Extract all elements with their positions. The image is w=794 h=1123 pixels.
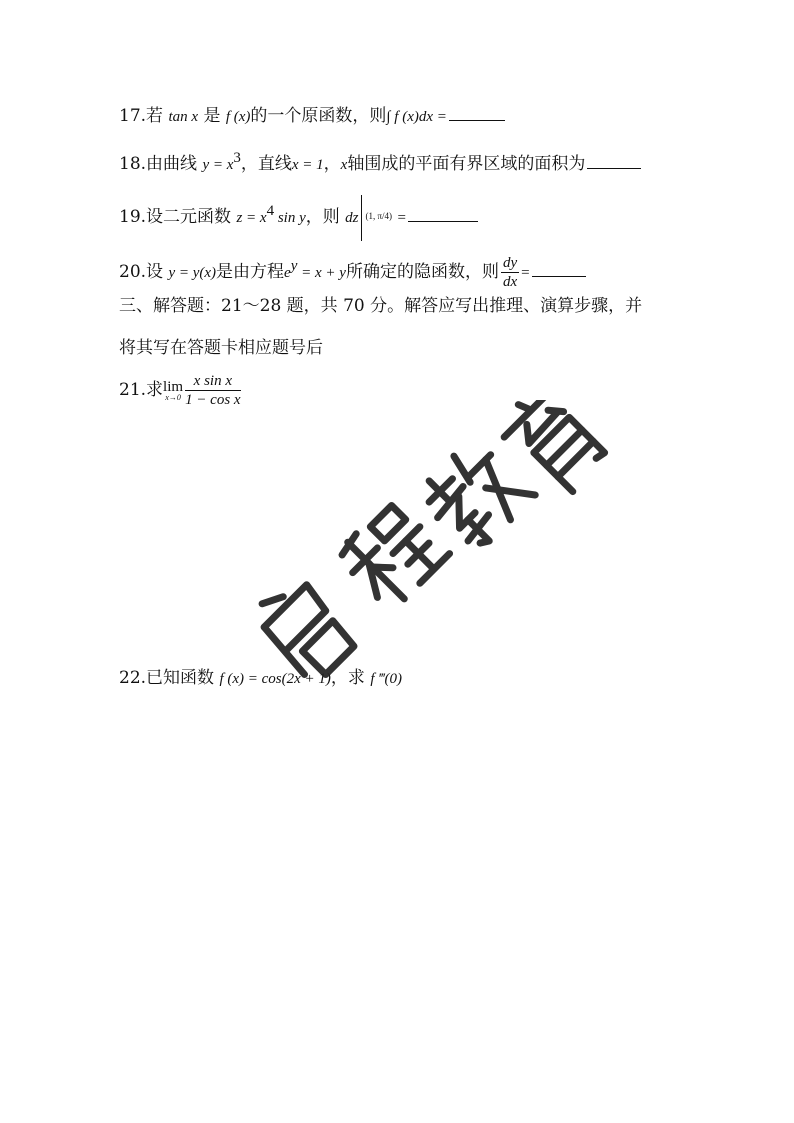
question-text: 是由方程 (216, 262, 285, 282)
section-heading-line-1: 三、解答题：21～28 题，共 70 分。解答应写出推理、演算步骤，并 (119, 296, 643, 316)
question-text: ，直线 (240, 154, 292, 174)
answer-blank[interactable] (587, 154, 641, 169)
question-text: 已知函数 (146, 668, 215, 688)
question-number: 18. (119, 154, 147, 174)
evaluation-bar (361, 195, 398, 241)
question-19 (119, 188, 478, 241)
math-expression: f ‴(0) (370, 671, 403, 687)
limit-subscript: x→0 (165, 392, 181, 402)
watermark-char-qi (248, 572, 361, 685)
question-number: 22. (119, 668, 147, 688)
fraction-denominator: 1 − cos x (185, 392, 241, 408)
question-text: ，则 (305, 207, 340, 227)
question-number: 20. (119, 262, 147, 282)
question-text: ， (323, 154, 341, 174)
question-number: 21. (119, 380, 147, 400)
limit-label: lim (163, 378, 184, 395)
math-exponent: 4 (266, 203, 275, 219)
math-expression: x (340, 157, 348, 173)
fraction-numerator: x sin x (185, 372, 241, 391)
question-text: 轴围成的平面有界区域的面积为 (347, 154, 586, 174)
derivative-fraction (501, 254, 519, 291)
math-expression: e (284, 265, 291, 281)
math-exponent: y (290, 258, 298, 274)
math-expression: = (397, 210, 406, 226)
section-heading-line-2: 将其写在答题卡相应题号后 (119, 338, 323, 358)
fraction-numerator: dy (502, 255, 518, 271)
math-expression: f (x) = cos(2x + 1) (219, 671, 331, 687)
evaluation-point: (1, π/4) (365, 210, 393, 221)
math-expression: y = x (202, 157, 234, 173)
math-expression: = x + y (297, 265, 346, 281)
question-text: 的一个原函数，则 (250, 106, 387, 126)
math-expression: sin y (274, 210, 306, 226)
math-expression: f (x) (225, 109, 251, 125)
fraction-denominator: dx (502, 274, 518, 290)
math-expression: ∫ f (x)dx = (386, 109, 447, 125)
question-text: 若 (146, 106, 164, 126)
question-text: 求 (146, 380, 164, 400)
question-text: ，求 (330, 668, 365, 688)
question-text: 所确定的隐函数，则 (345, 262, 499, 282)
question-text: 设二元函数 (146, 207, 232, 227)
answer-blank[interactable] (408, 207, 478, 222)
math-expression: = (521, 265, 530, 281)
question-18 (119, 146, 641, 177)
watermark-char-cheng (335, 497, 450, 612)
answer-blank[interactable] (532, 262, 586, 277)
answer-blank[interactable] (449, 106, 505, 121)
limit-operator (163, 380, 183, 402)
watermark-logo (215, 400, 615, 730)
math-expression: tan x (168, 109, 199, 125)
math-expression: y = y(x) (168, 265, 217, 281)
math-expression: z = x (236, 210, 267, 226)
question-text: 是 (203, 106, 221, 126)
watermark-char-jiao (415, 435, 535, 555)
question-17 (119, 104, 505, 129)
question-number: 17. (119, 106, 147, 126)
question-text: 由曲线 (146, 154, 198, 174)
math-exponent: 3 (233, 150, 241, 166)
question-text: 设 (146, 262, 164, 282)
question-20 (119, 246, 586, 293)
question-number: 19. (119, 207, 147, 227)
math-expression: dz (345, 210, 359, 226)
watermark-char-yu (495, 400, 615, 499)
math-expression: x = 1 (291, 157, 324, 173)
